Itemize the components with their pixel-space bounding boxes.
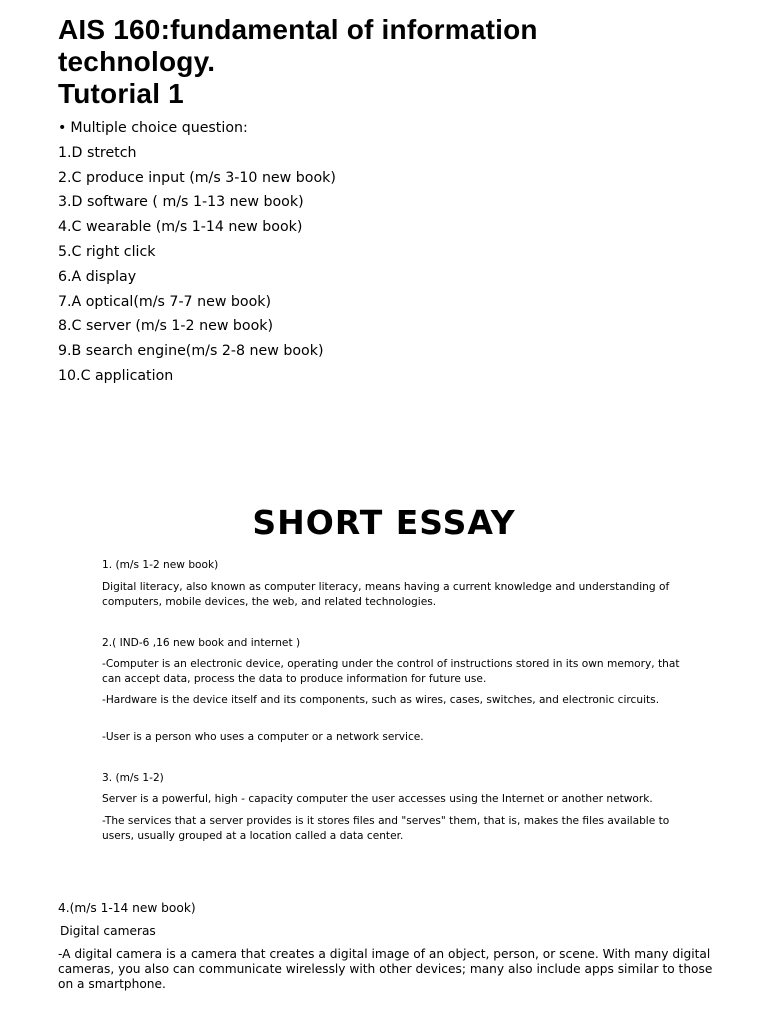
- essay-q2-label: 2.( IND-6 ,16 new book and internet ): [102, 637, 301, 649]
- mcq-answer: 3.D software ( m/s 1-13 new book): [58, 194, 304, 211]
- title-line-2: technology.: [58, 46, 216, 77]
- mcq-answer: 10.C application: [58, 367, 174, 384]
- mcq-answer: 1.D stretch: [58, 144, 137, 161]
- essay-q3-label: 3. (m/s 1-2): [102, 772, 164, 784]
- title-line-1: AIS 160:fundamental of information: [58, 14, 538, 45]
- mcq-answer: 5.C right click: [58, 243, 156, 260]
- mcq-section: [58, 116, 558, 389]
- mcq-answer: 9.B search engine(m/s 2-8 new book): [58, 343, 324, 360]
- page-title: [58, 14, 738, 110]
- essay-q1-text: Digital literacy, also known as computer literacy, means having a current knowledge and understanding of computers, mobile devices, the web, and related technologies.: [102, 581, 670, 608]
- mcq-answer: 2.C produce input (m/s 3-10 new book): [58, 169, 336, 186]
- essay-q4-label: 4.(m/s 1-14 new book): [58, 901, 196, 915]
- essay-q2-computer: -Computer is an electronic device, operating under the control of instructions stored in its own memory, that can accept data, process the data to produce information for future use.: [102, 658, 680, 685]
- essay-q1-label: 1. (m/s 1-2 new book): [102, 559, 219, 571]
- mcq-heading: Multiple choice question:: [70, 120, 248, 136]
- bullet-icon: •: [58, 120, 67, 136]
- title-line-3: Tutorial 1: [58, 78, 184, 109]
- essay-q3-services: -The services that a server provides is it stores files and "serves" them, that is, makes the files available to users, usually grouped at a location called a data center.: [102, 815, 670, 842]
- mcq-heading-row: [58, 116, 558, 141]
- essay-q2-hardware: -Hardware is the device itself and its components, such as wires, cases, switches, and electronic circuits.: [102, 694, 660, 706]
- short-essay-heading: SHORT ESSAY: [252, 503, 516, 542]
- mcq-answer: 4.C wearable (m/s 1-14 new book): [58, 219, 303, 236]
- mcq-answer: 7.A optical(m/s 7-7 new book): [58, 293, 272, 310]
- mcq-answer: 6.A display: [58, 268, 137, 285]
- essay-q3-server: Server is a powerful, high - capacity computer the user accesses using the Internet or another network.: [102, 793, 653, 805]
- essay-q4-subheading: Digital cameras: [60, 924, 156, 938]
- mcq-answer: 8.C server (m/s 1-2 new book): [58, 318, 274, 335]
- essay-q2-user: -User is a person who uses a computer or a network service.: [102, 731, 424, 743]
- essay-q4-text: -A digital camera is a camera that creates a digital image of an object, person, or scene. With many digital cameras, you also can communicate wirelessly with other devices; many also include apps similar to those on a smartphone.: [58, 947, 713, 991]
